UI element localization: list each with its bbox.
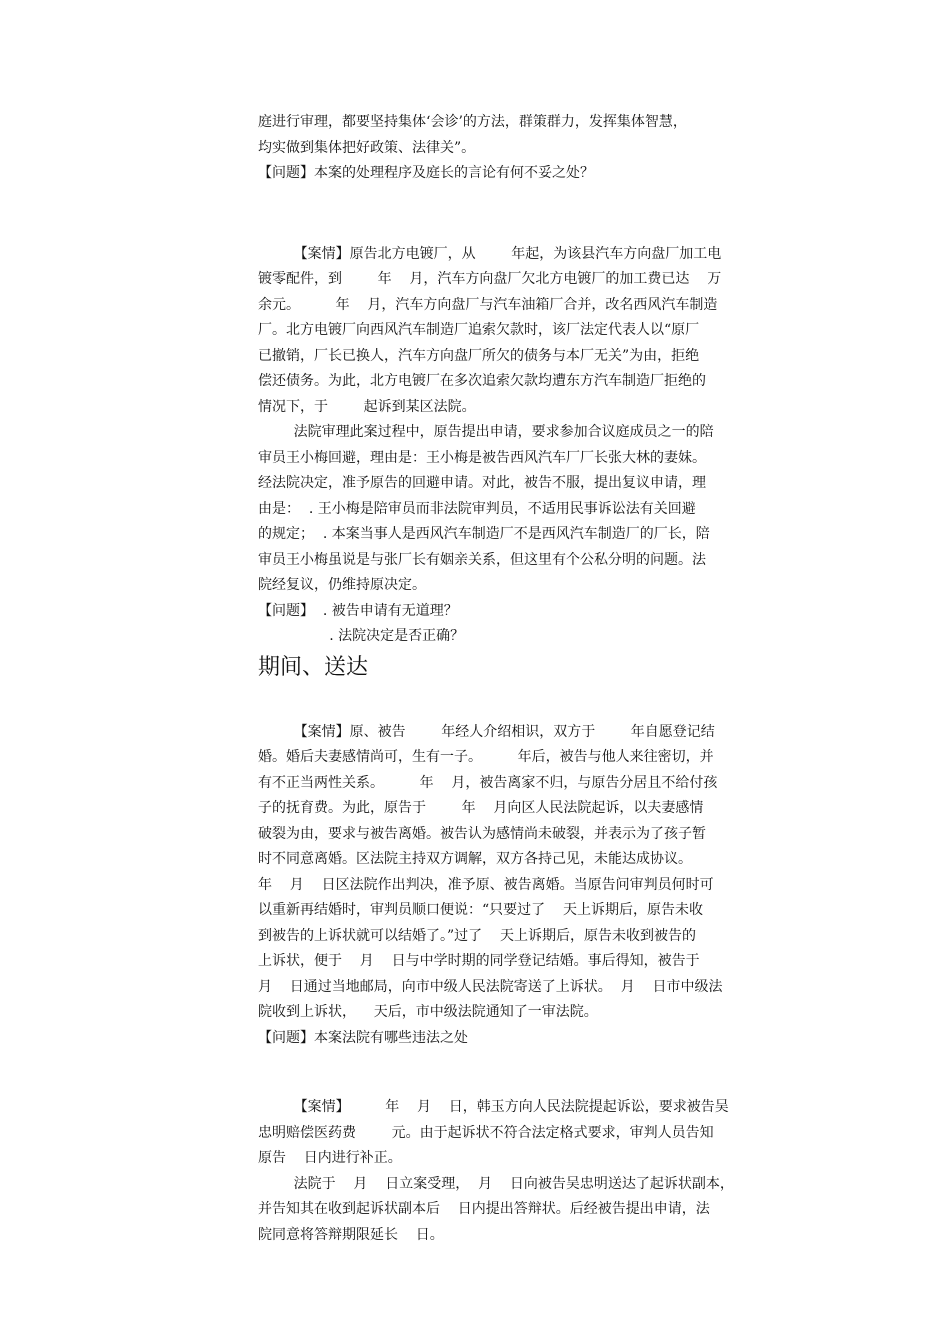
text-line: 已撤销，厂长已换人，汽车方向盘厂所欠的债务与本厂无关”为由，拒绝 [258, 347, 700, 364]
text-line: 厂。北方电镀厂向西风汽车制造厂追索欠款时，该厂法定代表人以“原厂 [258, 322, 700, 338]
text-line: 时不同意离婚。区法院主持双方调解，双方各持己见，未能达成协议。 [258, 851, 692, 867]
text-line: 院经复议，仍维持原决定。 [258, 577, 426, 593]
text-line: 院同意将答辩期限延长 日。 [258, 1226, 444, 1243]
text-line: 破裂为由，要求与被告离婚。被告认为感情尚未破裂，并表示为了孩子暂 [258, 825, 706, 842]
question-line: 【问题】本案的处理程序及庭长的言论有何不妥之处？ [258, 165, 594, 181]
text-line: 由是： . 王小梅是陪审员而非法院审判员，不适用民事诉讼法有关回避 [258, 500, 696, 517]
question-line: 【问题】本案法院有哪些违法之处 [258, 1029, 468, 1046]
text-line: 原告 日内进行补正。 [258, 1150, 402, 1166]
section-1 [258, 110, 728, 187]
text-line: 法院于 月 日立案受理， 月 日向被告吴忠明送达了起诉状副本， [258, 1175, 734, 1192]
text-line: 月 日通过当地邮局，向市中级人民法院寄送了上诉状。 月 日市中级法 [258, 978, 723, 995]
text-line: 婚。婚后夫妻感情尚可，生有一子。 年后，被告与他人来往密切，并 [258, 749, 714, 765]
text-line: 审员王小梅回避，理由是：王小梅是被告西风汽车厂厂长张大林的妻妹。 [258, 449, 706, 466]
case-3 [258, 720, 728, 1052]
text-line: 以重新再结婚时，审判员顺口便说：“只要过了 天上诉期后，原告未收 [258, 902, 703, 918]
document-page [258, 110, 734, 1248]
text-line: 到被告的上诉状就可以结婚了。”过了 天上诉期后，原告未收到被告的 [258, 927, 696, 944]
question-line: 【问题】 . 被告申请有无道理？ [258, 602, 458, 619]
text-line: 庭进行审理，都要坚持集体‘会诊’的方法，群策群力，发挥集体智慧， [258, 114, 687, 130]
text-line: 【案情】原、被告 年经人介绍相识，双方于 年自愿登记结 [258, 723, 715, 740]
case-2 [258, 242, 728, 650]
text-line: 并告知其在收到起诉状副本后 日内提出答辩状。后经被告提出申请，法 [258, 1201, 710, 1217]
text-line: 院收到上诉状， 天后，市中级法院通知了一审法院。 [258, 1004, 598, 1020]
text-line: 有不正当两性关系。 年 月，被告离家不归，与原告分居且不给付孩 [258, 774, 718, 791]
text-line: 【案情】原告北方电镀厂，从 年起，为该县汽车方向盘厂加工电 [258, 245, 722, 262]
text-line: 年 月 日区法院作出判决，准予原、被告离婚。当原告问审判员何时可 [258, 876, 714, 893]
text-line: 经法院决定，准予原告的回避申请。对此，被告不服，提出复议申请，理 [258, 475, 706, 491]
text-line: 镀零配件，到 年 月，汽车方向盘厂欠北方电镀厂的加工费已达 万 [258, 271, 722, 287]
text-line: 审员王小梅虽说是与张厂长有姻亲关系，但这里有个公私分明的问题。法 [258, 551, 706, 568]
case-4 [258, 1095, 734, 1248]
text-line: 法院审理此案过程中，原告提出申请，要求参加合议庭成员之一的陪 [258, 424, 714, 440]
question-line: . 法院决定是否正确？ [258, 628, 465, 644]
section-heading: 期间、送达 [258, 654, 369, 680]
text-line: 子的抚育费。为此，原告于 年 月向区人民法院起诉，以夫妻感情 [258, 800, 704, 816]
text-line: 情况下，于 起诉到某区法院。 [258, 398, 476, 415]
text-line: 偿还债务。为此，北方电镀厂在多次追索欠款均遭东方汽车制造厂拒绝的 [258, 373, 706, 389]
text-line: 上诉状，便于 月 日与中学时期的同学登记结婚。事后得知，被告于 [258, 953, 700, 969]
text-line: 忠明赔偿医药费 元。由于起诉状不符合法定格式要求，审判人员告知 [258, 1124, 714, 1141]
text-line: 余元。 年 月，汽车方向盘厂与汽车油箱厂合并，改名西风汽车制造 [258, 296, 718, 313]
text-line: 【案情】 年 月 日，韩玉方向人民法院提起诉讼，要求被告吴 [258, 1099, 729, 1115]
text-line: 均实做到集体把好政策、法律关”。 [258, 139, 476, 156]
text-line: 的规定； . 本案当事人是西风汽车制造厂不是西风汽车制造厂的厂长，陪 [258, 526, 710, 542]
